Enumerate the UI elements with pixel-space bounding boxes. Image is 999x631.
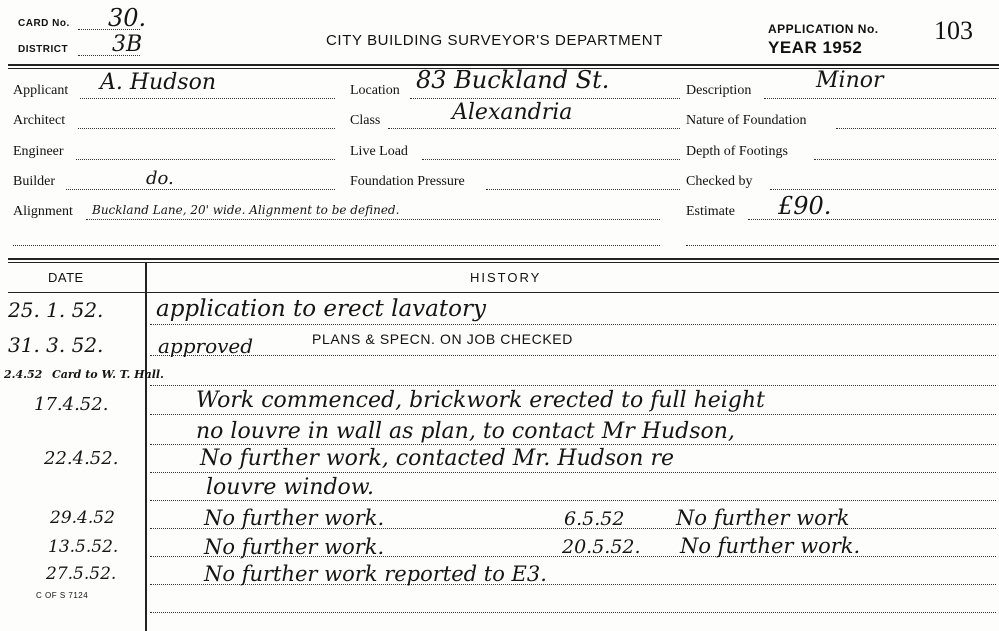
history-text: approved bbox=[158, 334, 254, 358]
card-no-label: CARD No. bbox=[18, 18, 70, 29]
history-date: 27.5.52. bbox=[46, 564, 117, 584]
history-date-second: 6.5.52 bbox=[564, 508, 625, 530]
history-text: application to erect lavatory bbox=[156, 296, 486, 322]
estimate-value: £90. bbox=[778, 192, 832, 220]
depth-of-footings-label: Depth of Footings bbox=[686, 144, 788, 159]
alignment-value: Buckland Lane, 20' wide. Alignment to be defined. bbox=[92, 203, 400, 217]
engineer-label: Engineer bbox=[13, 144, 64, 159]
district-label: DISTRICT bbox=[18, 44, 69, 55]
history-date-second: 20.5.52. bbox=[562, 536, 641, 558]
history-text-second: No further work bbox=[676, 506, 850, 530]
alignment-label: Alignment bbox=[13, 204, 73, 219]
year-label: YEAR 1952 bbox=[768, 38, 863, 57]
history-text: No further work reported to E3. bbox=[204, 562, 547, 586]
department-title: CITY BUILDING SURVEYOR'S DEPARTMENT bbox=[326, 32, 663, 49]
estimate-label: Estimate bbox=[686, 204, 735, 219]
history-text: No further work. bbox=[204, 535, 385, 559]
history-date: 25. 1. 52. bbox=[8, 298, 104, 322]
foundation-pressure-label: Foundation Pressure bbox=[350, 174, 465, 189]
class-value: Alexandria bbox=[452, 100, 573, 125]
history-date: 22.4.52. bbox=[44, 448, 119, 469]
card-no-value: 30. bbox=[108, 4, 147, 32]
district-value: 3B bbox=[112, 32, 143, 57]
class-label: Class bbox=[350, 113, 381, 128]
history-date: 29.4.52 bbox=[50, 508, 115, 528]
checked-by-label: Checked by bbox=[686, 174, 753, 189]
application-no-value: 103 bbox=[934, 16, 973, 45]
description-value: Minor bbox=[816, 68, 884, 93]
history-text: Work commenced, brickwork erected to full height bbox=[196, 388, 765, 413]
live-load-label: Live Load bbox=[350, 144, 408, 159]
history-text: louvre window. bbox=[206, 475, 374, 500]
applicant-label: Applicant bbox=[13, 83, 69, 98]
history-text-second: No further work. bbox=[680, 534, 861, 558]
application-no-label: APPLICATION No. bbox=[768, 22, 879, 36]
location-label: Location bbox=[350, 83, 400, 98]
builder-value: do. bbox=[146, 168, 174, 189]
history-date: 13.5.52. bbox=[48, 537, 119, 557]
nature-of-foundation-label: Nature of Foundation bbox=[686, 113, 807, 128]
architect-label: Architect bbox=[13, 113, 66, 128]
applicant-value: A. Hudson bbox=[100, 70, 217, 95]
date-header: DATE bbox=[48, 270, 84, 285]
checked-stamp: PLANS & SPECN. ON JOB CHECKED bbox=[312, 331, 573, 347]
history-text: Card to W. T. Hall. bbox=[52, 368, 164, 381]
history-text: No further work. bbox=[204, 506, 385, 530]
form-code: C OF S 7124 bbox=[36, 591, 89, 600]
builder-label: Builder bbox=[13, 174, 55, 189]
history-text: No further work, contacted Mr. Hudson re bbox=[200, 446, 674, 471]
location-value: 83 Buckland St. bbox=[416, 66, 610, 94]
history-date: 2.4.52 bbox=[4, 368, 43, 381]
history-header: HISTORY bbox=[470, 270, 542, 285]
description-label: Description bbox=[686, 83, 752, 98]
history-date: 31. 3. 52. bbox=[8, 333, 104, 357]
history-text: no louvre in wall as plan, to contact Mr Hudson, bbox=[196, 419, 735, 444]
history-date: 17.4.52. bbox=[34, 394, 109, 415]
